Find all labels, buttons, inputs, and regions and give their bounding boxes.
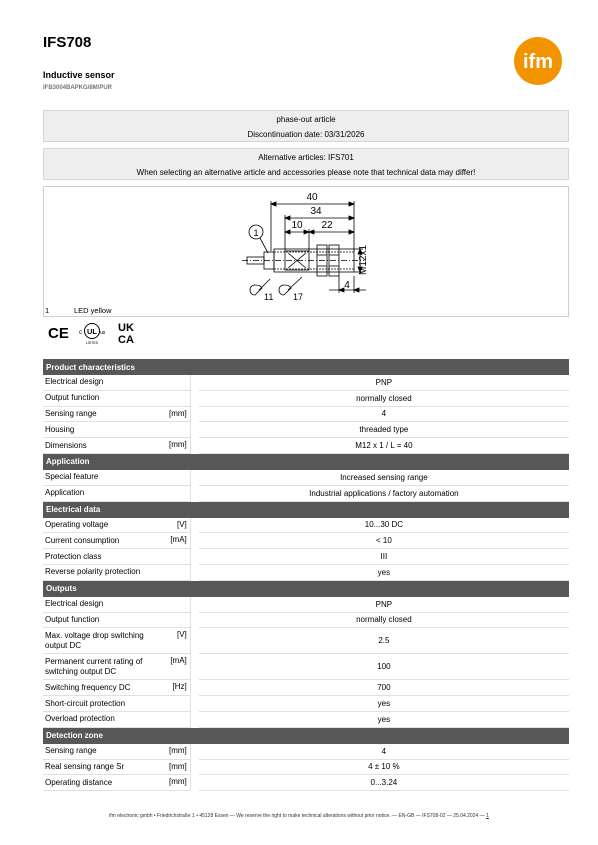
spec-label: Max. voltage drop switching output DC — [43, 628, 167, 654]
spec-value: PNP — [199, 375, 569, 391]
wrench-17-label: 17 — [293, 292, 304, 302]
spec-row — [43, 696, 569, 712]
drawing-legend — [45, 306, 112, 315]
spec-unit — [167, 613, 191, 629]
spec-unit — [167, 597, 191, 613]
spec-table — [43, 359, 569, 791]
wrench-11-label: 11 — [264, 292, 274, 302]
spec-unit — [167, 549, 191, 565]
dim-10: 10 — [291, 220, 303, 231]
spec-label: Sensing range — [43, 744, 167, 760]
spec-label: Protection class — [43, 549, 167, 565]
spec-label: Switching frequency DC — [43, 680, 167, 696]
spec-row — [43, 470, 569, 486]
ukca-bottom: CA — [118, 334, 134, 345]
spec-value: Increased sensing range — [199, 470, 569, 486]
spec-value: 0...3.24 — [199, 775, 569, 791]
spec-gap — [191, 628, 199, 654]
spec-value: yes — [199, 712, 569, 728]
spec-label: Permanent current rating of switching output DC — [43, 654, 167, 680]
spec-label: Overload protection — [43, 712, 167, 728]
spec-row — [43, 549, 569, 565]
section-title: Electrical data — [43, 502, 569, 518]
spec-gap — [191, 680, 199, 696]
alternative-notice — [43, 148, 569, 180]
spec-row — [43, 438, 569, 454]
spec-row — [43, 597, 569, 613]
ukca-top: UK — [118, 322, 134, 334]
section-title: Detection zone — [43, 728, 569, 744]
spec-unit: [mA] — [167, 654, 191, 680]
spec-value: 100 — [199, 654, 569, 680]
spec-value: Industrial applications / factory automation — [199, 486, 569, 502]
spec-value: M12 x 1 / L = 40 — [199, 438, 569, 454]
notice-line: phase-out article — [276, 115, 336, 124]
logo-text: ifm — [523, 51, 553, 73]
spec-row — [43, 775, 569, 791]
spec-gap — [191, 775, 199, 791]
spec-label: Dimensions — [43, 438, 167, 454]
spec-value: yes — [199, 696, 569, 712]
ul-mark: UL — [87, 327, 97, 336]
spec-value: 10...30 DC — [199, 518, 569, 534]
spec-value: III — [199, 549, 569, 565]
callout-1: 1 — [253, 228, 259, 238]
spec-gap — [191, 744, 199, 760]
ul-listed: LISTED — [85, 341, 99, 345]
spec-gap — [191, 438, 199, 454]
spec-unit: [mm] — [167, 407, 191, 423]
spec-gap — [191, 486, 199, 502]
spec-unit: [Hz] — [167, 680, 191, 696]
spec-unit: [mm] — [167, 760, 191, 776]
spec-row — [43, 613, 569, 629]
legend-text: LED yellow — [74, 306, 112, 315]
footer-text: ifm electronic gmbh • Friedrichstraße 1 • 45128 Essen — We reserve the right to make technical alterations without prior notice. — EN-GB — IFS708-02 — 25.04.2024 — — [109, 813, 485, 819]
spec-gap — [191, 565, 199, 581]
notice-line: When selecting an alternative article and accessories please note that technical data may differ! — [136, 168, 476, 177]
spec-value: 4 — [199, 744, 569, 760]
spec-unit — [167, 375, 191, 391]
section-header — [43, 728, 569, 744]
product-code: IFB3004BAPKG/8M/PUR — [43, 85, 113, 91]
spec-unit — [167, 712, 191, 728]
spec-label: Reverse polarity protection — [43, 565, 167, 581]
spec-unit: [mm] — [167, 775, 191, 791]
spec-label: Application — [43, 486, 167, 502]
section-header — [43, 581, 569, 597]
phase-out-notice — [43, 110, 569, 142]
spec-row — [43, 760, 569, 776]
ul-c: c — [79, 330, 82, 336]
spec-label: Electrical design — [43, 375, 167, 391]
spec-unit: [mA] — [167, 533, 191, 549]
spec-row — [43, 486, 569, 502]
spec-gap — [191, 533, 199, 549]
spec-unit: [V] — [167, 628, 191, 654]
spec-label: Housing — [43, 422, 167, 438]
spec-label: Operating distance — [43, 775, 167, 791]
spec-unit — [167, 470, 191, 486]
dimension-drawing-box — [43, 186, 569, 317]
spec-row — [43, 565, 569, 581]
spec-value: threaded type — [199, 422, 569, 438]
section-title: Product characteristics — [43, 359, 569, 375]
spec-unit — [167, 696, 191, 712]
spec-gap — [191, 613, 199, 629]
spec-unit — [167, 422, 191, 438]
page-footer — [0, 813, 598, 819]
footer-page: 1 — [486, 813, 489, 819]
spec-gap — [191, 407, 199, 423]
legend-number: 1 — [45, 306, 50, 315]
dim-40: 40 — [306, 192, 318, 203]
spec-label: Real sensing range Sr — [43, 760, 167, 776]
spec-row — [43, 744, 569, 760]
spec-value: normally closed — [199, 391, 569, 407]
spec-unit: [mm] — [167, 438, 191, 454]
spec-gap — [191, 712, 199, 728]
spec-row — [43, 680, 569, 696]
spec-row — [43, 375, 569, 391]
spec-gap — [191, 549, 199, 565]
spec-label: Special feature — [43, 470, 167, 486]
spec-gap — [191, 375, 199, 391]
spec-gap — [191, 422, 199, 438]
spec-unit — [167, 486, 191, 502]
section-title: Outputs — [43, 581, 569, 597]
dim-22: 22 — [321, 220, 333, 231]
approval-marks — [48, 321, 143, 345]
spec-gap — [191, 518, 199, 534]
spec-label: Electrical design — [43, 597, 167, 613]
spec-label: Operating voltage — [43, 518, 167, 534]
section-title: Application — [43, 454, 569, 470]
spec-unit: [V] — [167, 518, 191, 534]
spec-value: 2.5 — [199, 628, 569, 654]
spec-value: PNP — [199, 597, 569, 613]
notice-line: Discontinuation date: 03/31/2026 — [247, 130, 365, 139]
ce-mark: CE — [48, 325, 69, 342]
thread-label: M12x1 — [358, 244, 369, 275]
spec-row — [43, 654, 569, 680]
spec-unit: [mm] — [167, 744, 191, 760]
section-header — [43, 502, 569, 518]
section-header — [43, 454, 569, 470]
spec-value: 4 — [199, 407, 569, 423]
spec-value: < 10 — [199, 533, 569, 549]
spec-gap — [191, 597, 199, 613]
spec-label: Current consumption — [43, 533, 167, 549]
spec-value: 700 — [199, 680, 569, 696]
spec-label: Short-circuit protection — [43, 696, 167, 712]
spec-value: normally closed — [199, 613, 569, 629]
ul-us: us — [100, 330, 106, 336]
dimension-drawing — [44, 187, 570, 318]
spec-gap — [191, 696, 199, 712]
spec-unit — [167, 565, 191, 581]
spec-gap — [191, 760, 199, 776]
product-subtitle: Inductive sensor — [43, 70, 115, 80]
spec-unit — [167, 391, 191, 407]
spec-label: Output function — [43, 391, 167, 407]
spec-label: Sensing range — [43, 407, 167, 423]
dim-34: 34 — [310, 206, 322, 217]
spec-row — [43, 712, 569, 728]
ifm-logo — [509, 37, 567, 85]
section-header — [43, 359, 569, 375]
spec-value: yes — [199, 565, 569, 581]
spec-row — [43, 628, 569, 654]
spec-gap — [191, 654, 199, 680]
spec-row — [43, 533, 569, 549]
notice-line: Alternative articles: IFS701 — [258, 153, 354, 162]
spec-row — [43, 407, 569, 423]
spec-gap — [191, 391, 199, 407]
page-title: IFS708 — [43, 34, 92, 51]
spec-row — [43, 518, 569, 534]
spec-row — [43, 422, 569, 438]
dim-4: 4 — [344, 280, 350, 291]
spec-row — [43, 391, 569, 407]
spec-label: Output function — [43, 613, 167, 629]
spec-gap — [191, 470, 199, 486]
spec-value: 4 ± 10 % — [199, 760, 569, 776]
